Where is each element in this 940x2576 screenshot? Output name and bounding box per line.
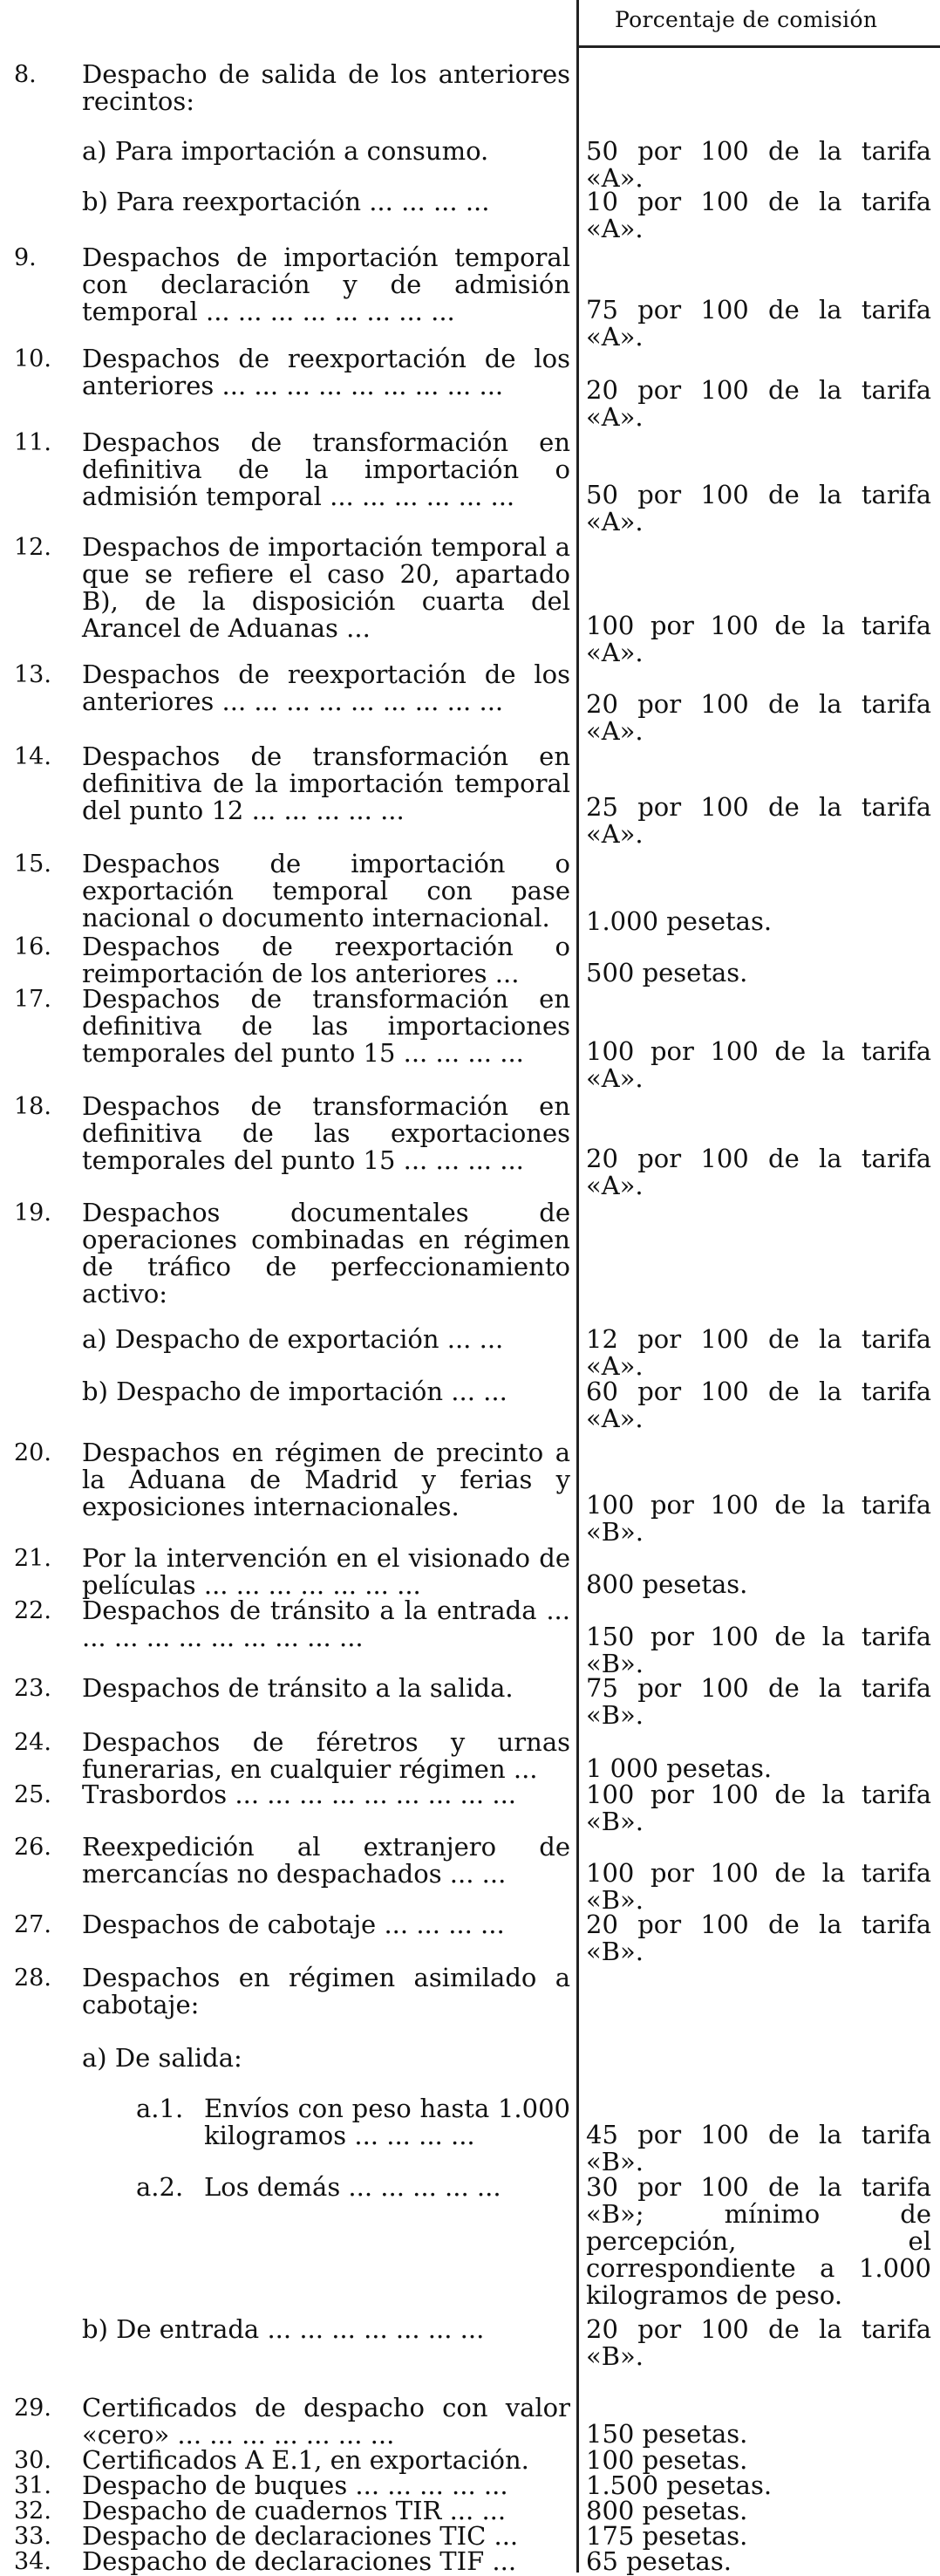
entry-number: 33. (14, 2523, 51, 2550)
entry-number: 25. (14, 1781, 51, 1808)
entry-commission: 45 por 100 de la tarifa «B». (586, 2120, 931, 2176)
entry-number: 27. (14, 1911, 51, 1938)
entry-number: 13. (14, 661, 51, 688)
entry-commission: 50 por 100 de la tarifa «A». (586, 136, 931, 193)
entry-description: b) Despacho de importación ... ... (82, 1377, 507, 1406)
entry-commission: 75 por 100 de la tarifa «B». (586, 1673, 931, 1730)
entry-number: 34. (14, 2548, 51, 2575)
entry-description: Certificados A E.1, en exportación. (82, 2445, 529, 2475)
entry-number: a.1. (136, 2094, 184, 2123)
entry-number: 28. (14, 1964, 51, 1992)
entry-commission: 100 pesetas. (586, 2445, 748, 2475)
entry-number: 21. (14, 1545, 51, 1572)
entry-number: 10. (14, 345, 51, 372)
entry-commission: 20 por 100 de la tarifa «A». (586, 1144, 931, 1200)
entry-commission: 65 pesetas. (586, 2546, 732, 2576)
entry-number: 24. (14, 1729, 51, 1756)
entry-number: 15. (14, 851, 51, 878)
column-divider (576, 0, 579, 2573)
entry-commission: 1.000 pesetas. (586, 906, 773, 936)
entry-description: Despacho de declaraciones TIF ... (82, 2546, 517, 2576)
entry-description: Despachos de reexportación de los anteriores ... ... ... ... ... ... ... ... ... (82, 344, 570, 400)
entry-commission: 500 pesetas. (586, 958, 748, 987)
entry-commission: 800 pesetas. (586, 1569, 748, 1599)
entry-commission: 800 pesetas. (586, 2496, 748, 2525)
entry-commission: 100 por 100 de la tarifa «B». (586, 1858, 931, 1915)
entry-number: 17. (14, 986, 51, 1013)
entry-commission: 100 por 100 de la tarifa «B». (586, 1780, 931, 1836)
entry-description: Despachos de reexportación o reimportación de los anteriores ... (82, 932, 570, 988)
entry-description: Los demás ... ... ... ... ... (204, 2172, 501, 2202)
entry-description: Despachos de transformación en definitiva de las exportaciones temporales del punto 15 ... ... ... ... (82, 1091, 570, 1175)
header-rule (579, 45, 940, 48)
entry-description: Despachos de importación o exportación temporal con pase nacional o documento internacional. (82, 849, 570, 933)
entry-commission: 1.500 pesetas. (586, 2470, 773, 2500)
entry-commission: 20 por 100 de la tarifa «B». (586, 1910, 931, 1966)
entry-number: 32. (14, 2497, 51, 2525)
entry-commission: 30 por 100 de la tarifa «B»; mínimo de percepción, el correspondiente a 1.000 kilogramos de peso. (586, 2172, 931, 2310)
entry-description: Despachos de reexportación de los anteriores ... ... ... ... ... ... ... ... ... (82, 659, 570, 716)
entry-number: 9. (14, 244, 37, 271)
entry-description: Despachos de transformación en definitiva de la importación o admisión temporal ... ... ... ... ... ... (82, 427, 570, 511)
entry-description: Despachos de tránsito a la salida. (82, 1673, 514, 1703)
entry-description: Certificados de despacho con valor «cero» ... ... ... ... ... ... ... (82, 2393, 570, 2450)
entry-description: Despachos de tránsito a la entrada ... ... ... ... ... ... ... ... ... ... (82, 1595, 570, 1652)
entry-number: 11. (14, 429, 51, 456)
entry-description: a) De salida: (82, 2043, 242, 2073)
entry-number: 8. (14, 61, 37, 88)
entry-description: Despachos de importación temporal a que se refiere el caso 20, apartado B), de la disposición cuarta del Arancel de Aduanas ... (82, 532, 570, 643)
entry-description: Despachos de transformación en definitiva de las importaciones temporales del punto 15 ... ... ... ... (82, 984, 570, 1068)
entry-commission: 25 por 100 de la tarifa «A». (586, 792, 931, 849)
entry-description: Despachos en régimen asimilado a cabotaje: (82, 1963, 570, 2019)
entry-number: 30. (14, 2447, 51, 2474)
entry-description: Despacho de salida de los anteriores recintos: (82, 59, 570, 116)
entry-number: 20. (14, 1439, 51, 1466)
entry-description: Despacho de declaraciones TIC ... (82, 2521, 519, 2551)
entry-number: 22. (14, 1597, 51, 1624)
entry-description: Despacho de cuadernos TIR ... ... (82, 2496, 507, 2525)
entry-commission: 10 por 100 de la tarifa «A». (586, 187, 931, 243)
entry-commission: 100 por 100 de la tarifa «B». (586, 1490, 931, 1547)
entry-number: 31. (14, 2472, 51, 2499)
column-header: Porcentaje de comisión (615, 7, 878, 32)
entry-description: Reexpedición al extranjero de mercancías no despachados ... ... (82, 1832, 570, 1889)
entry-commission: 20 por 100 de la tarifa «B». (586, 2314, 931, 2371)
entry-commission: 12 por 100 de la tarifa «A». (586, 1324, 931, 1381)
entry-commission: 100 por 100 de la tarifa «A». (586, 611, 931, 667)
entry-number: 16. (14, 933, 51, 960)
entry-description: Envíos con peso hasta 1.000 kilogramos ... ... ... ... (204, 2094, 570, 2150)
entry-commission: 60 por 100 de la tarifa «A». (586, 1377, 931, 1433)
entry-description: b) De entrada ... ... ... ... ... ... ... (82, 2314, 485, 2344)
entry-description: Despachos documentales de operaciones combinadas en régimen de tráfico de perfeccionamiento activo: (82, 1198, 570, 1308)
entry-commission: 150 pesetas. (586, 2419, 748, 2449)
entry-number: 18. (14, 1093, 51, 1120)
entry-commission: 75 por 100 de la tarifa «A». (586, 295, 931, 352)
entry-number: 12. (14, 534, 51, 561)
entry-commission: 20 por 100 de la tarifa «A». (586, 689, 931, 746)
entry-description: Despachos de transformación en definitiva de la importación temporal del punto 12 ... ... ... ... ... (82, 741, 570, 825)
entry-commission: 20 por 100 de la tarifa «A». (586, 375, 931, 432)
entry-description: b) Para reexportación ... ... ... ... (82, 187, 490, 216)
entry-description: Trasbordos ... ... ... ... ... ... ... ... ... (82, 1780, 517, 1809)
entry-commission: 100 por 100 de la tarifa «A». (586, 1036, 931, 1093)
entry-commission: 175 pesetas. (586, 2521, 748, 2551)
entry-number: 19. (14, 1199, 51, 1227)
entry-description: Despacho de buques ... ... ... ... ... (82, 2470, 508, 2500)
entry-commission: 1 000 pesetas. (586, 1753, 773, 1783)
entry-description: Despachos de importación temporal con declaración y de admisión temporal ... ... ... ... ... ... ... ... (82, 243, 570, 326)
entry-number: 26. (14, 1834, 51, 1861)
entry-number: 14. (14, 743, 51, 770)
entry-number: 23. (14, 1675, 51, 1702)
entry-commission: 150 por 100 de la tarifa «B». (586, 1622, 931, 1678)
entry-number: a.2. (136, 2172, 184, 2202)
entry-description: Por la intervención en el visionado de películas ... ... ... ... ... ... ... (82, 1543, 570, 1600)
entry-commission: 50 por 100 de la tarifa «A». (586, 480, 931, 536)
entry-number: 29. (14, 2395, 51, 2422)
entry-description: a) Despacho de exportación ... ... (82, 1324, 504, 1354)
entry-description: Despachos de féretros y urnas funerarias, en cualquier régimen ... (82, 1727, 570, 1784)
entry-description: Despachos en régimen de precinto a la Aduana de Madrid y ferias y exposiciones internacionales. (82, 1438, 570, 1521)
entry-description: Despachos de cabotaje ... ... ... ... (82, 1910, 505, 1939)
entry-description: a) Para importación a consumo. (82, 136, 489, 166)
